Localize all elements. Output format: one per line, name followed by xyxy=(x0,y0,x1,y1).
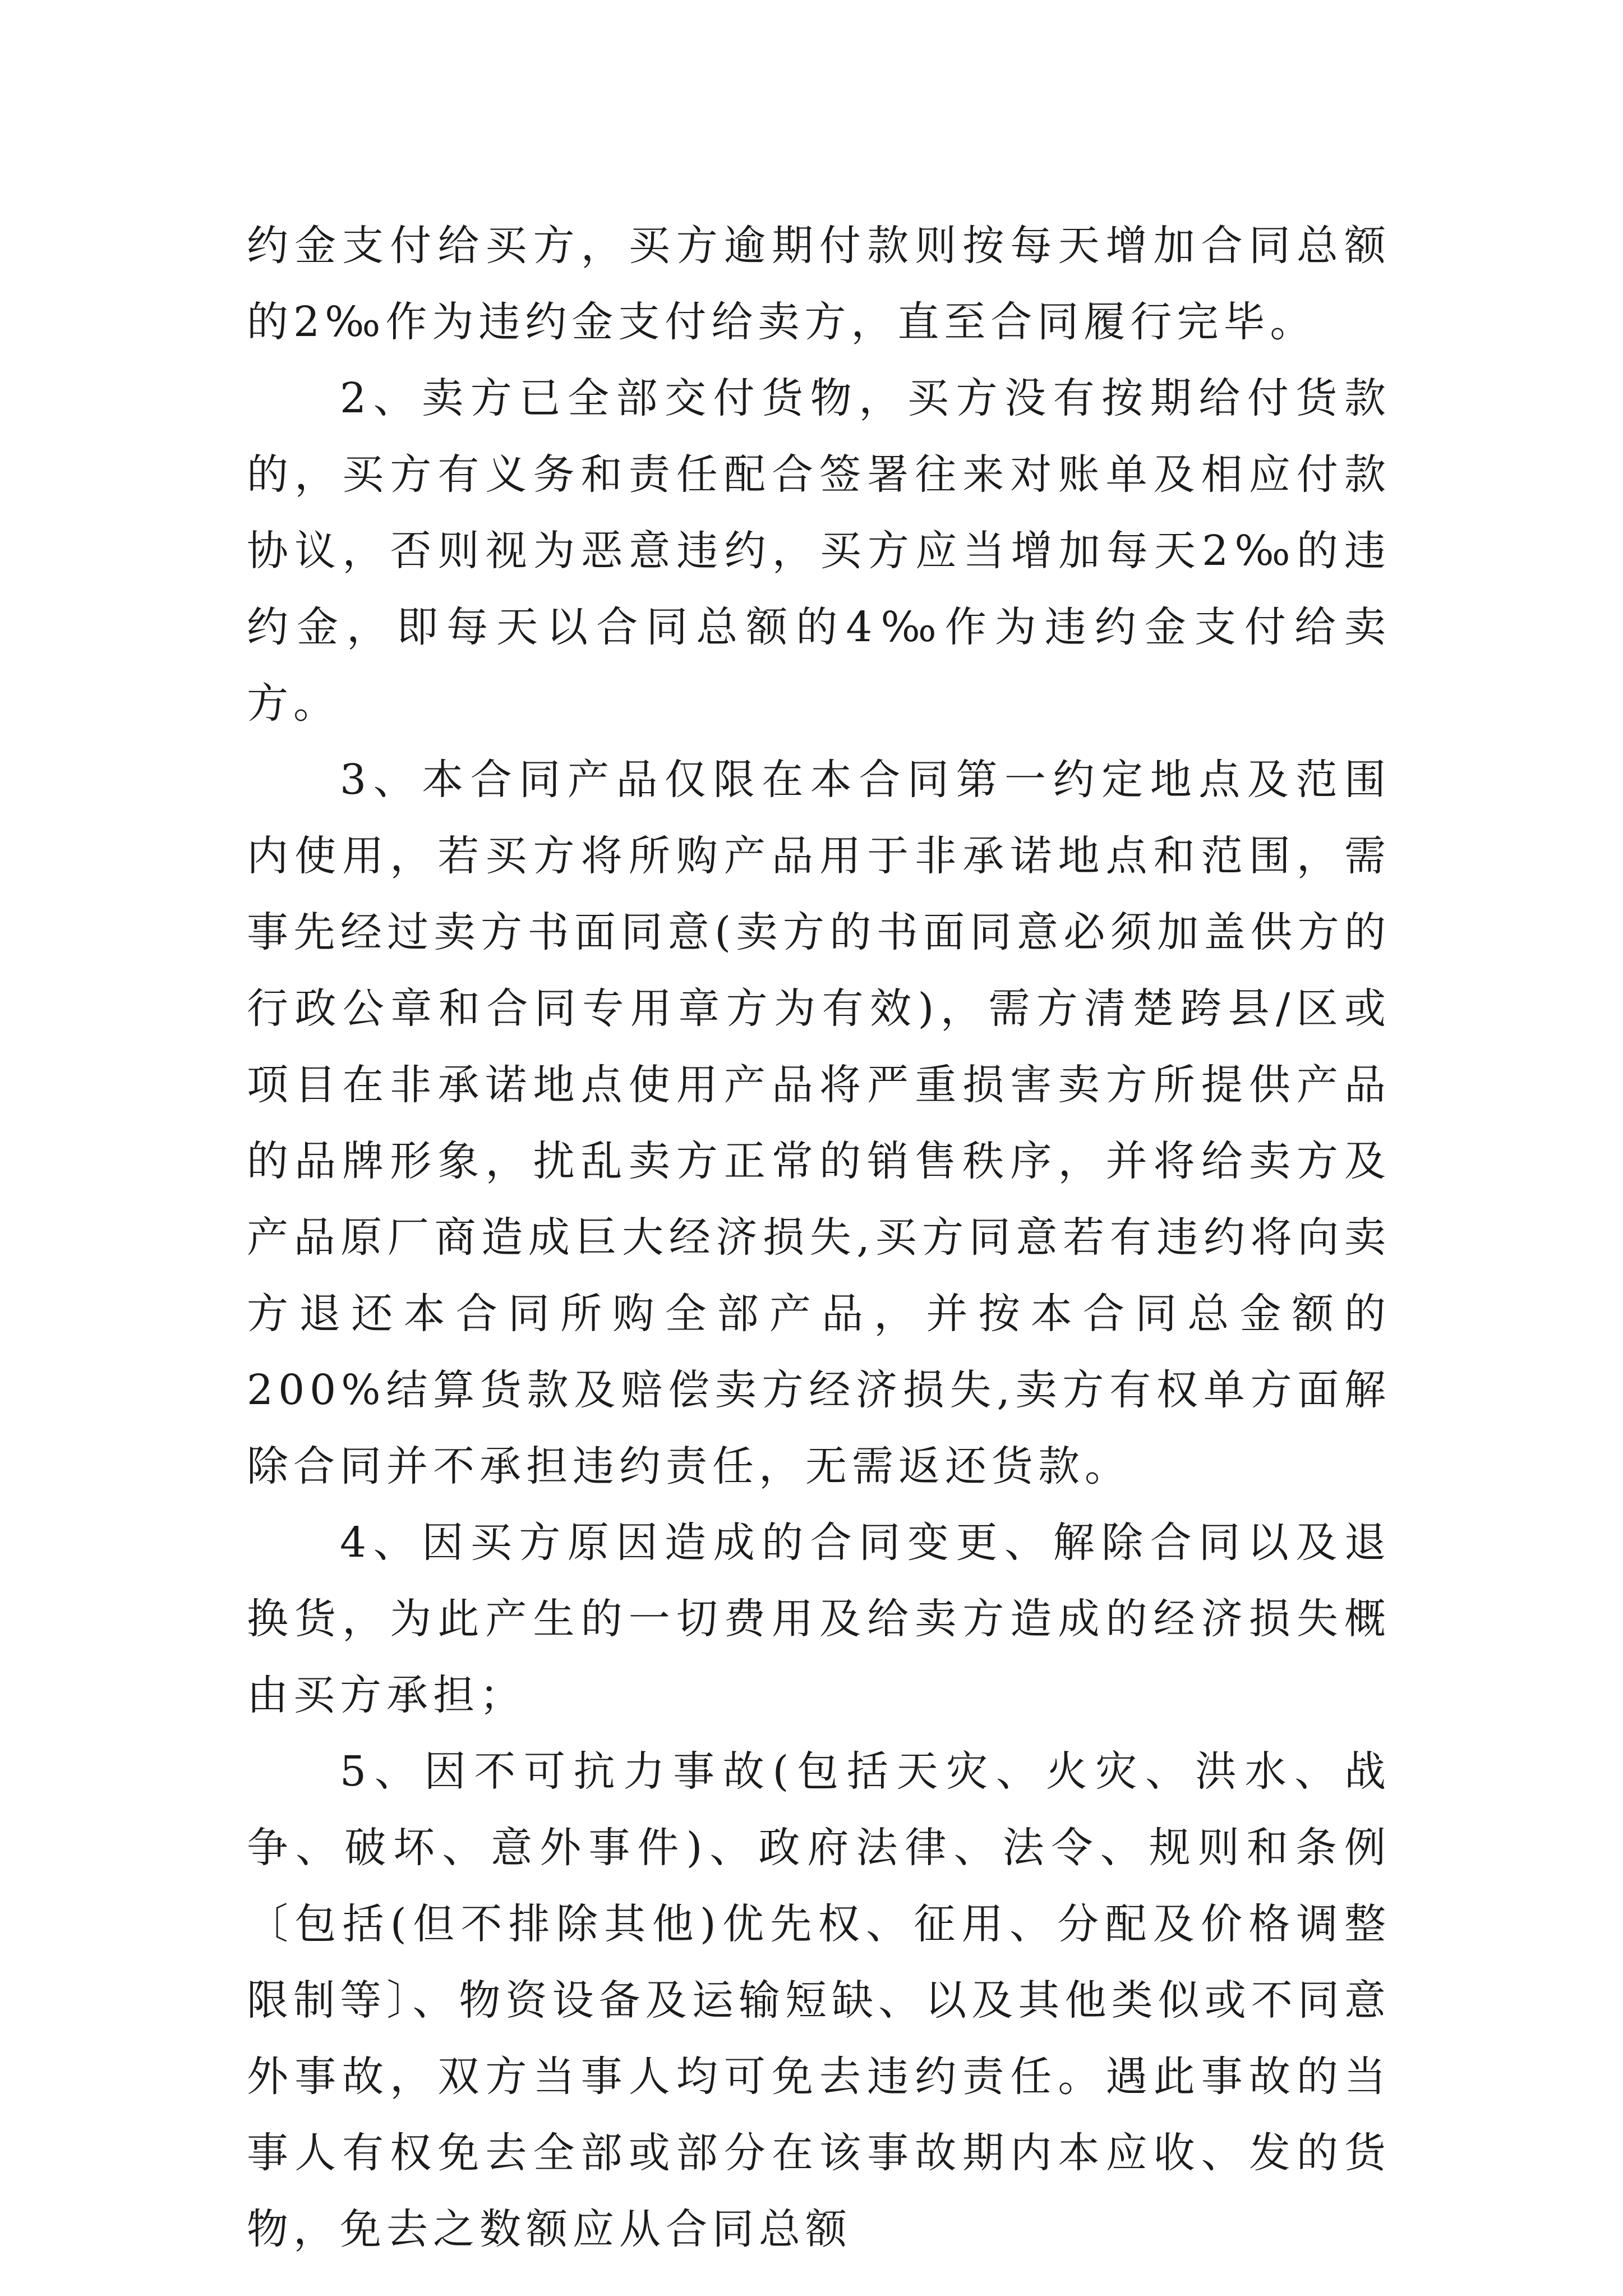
paragraph-2: 2、卖方已全部交付货物，买方没有按期给付货款的，买方有义务和责任配合签署往来对账单及相应付款协议，否则视为恶意违约，买方应当增加每天2‰的违约金，即每天以合同总额的4‰作为违约金支付给卖方。 xyxy=(247,374,1391,728)
paragraph-4: 4、因买方原因造成的合同变更、解除合同以及退换货，为此产生的一切费用及给卖方造成的经济损失概由买方承担； xyxy=(247,1519,1391,1719)
paragraph-3: 3、本合同产品仅限在本合同第一约定地点及范围内使用，若买方将所购产品用于非承诺地点和范围，需事先经过卖方书面同意(卖方的书面同意必须加盖供方的行政公章和合同专用章方为有效)，需方清楚跨县/区或项目在非承诺地点使用产品将严重损害卖方所提供产品的品牌形象，扰乱卖方正常的销售秩序，并将给卖方及产品原厂商造成巨大经济损失,买方同意若有违约将向卖方退还本合同所购全部产品，并按本合同总金额的200%结算货款及赔偿卖方经济损失,卖方有权单方面解除合同并不承担违约责任，无需返还货款。 xyxy=(247,756,1391,1490)
contract-body-text xyxy=(247,208,1391,2267)
paragraph-1: 约金支付给买方，买方逾期付款则按每天增加合同总额的2‰作为违约金支付给卖方，直至合同履行完毕。 xyxy=(247,222,1391,346)
paragraph-5: 5、因不可抗力事故(包括天灾、火灾、洪水、战争、破坏、意外事件)、政府法律、法令、规则和条例〔包括(但不排除其他)优先权、征用、分配及价格调整限制等〕、物资设备及运输短缺、以及其他类似或不同意外事故，双方当事人均可免去违约责任。遇此事故的当事人有权免去全部或部分在该事故期内本应收、发的货物，免去之数额应从合同总额 xyxy=(247,1747,1391,2253)
